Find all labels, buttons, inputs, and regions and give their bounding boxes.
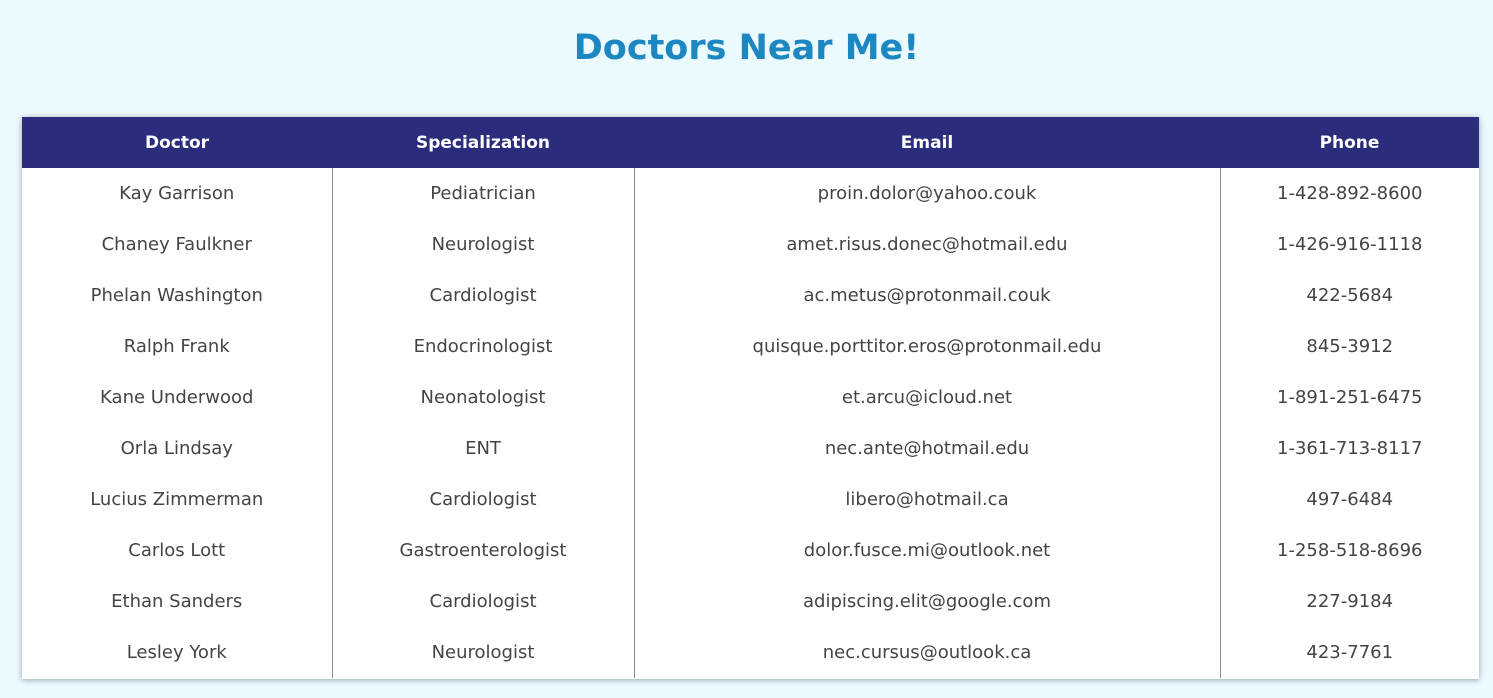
- table-header: [22, 117, 1479, 168]
- email-cell: proin.dolor@yahoo.couk: [634, 168, 1220, 219]
- table-row: [22, 525, 1479, 576]
- table-row: [22, 321, 1479, 372]
- doctor-name-cell: Lucius Zimmerman: [90, 489, 264, 510]
- table-row: [22, 576, 1479, 627]
- table-row: [22, 627, 1479, 678]
- email-cell: adipiscing.elit@google.com: [634, 576, 1220, 627]
- specialization-cell: ENT: [332, 423, 634, 474]
- specialization-cell: Gastroenterologist: [332, 525, 634, 576]
- specialization-cell: Neonatologist: [332, 372, 634, 423]
- doctor-name-cell: Kay Garrison: [119, 183, 235, 204]
- phone-cell: 422-5684: [1220, 270, 1479, 321]
- phone-cell: 1-891-251-6475: [1220, 372, 1479, 423]
- email-cell: nec.cursus@outlook.ca: [634, 627, 1220, 678]
- email-cell: amet.risus.donec@hotmail.edu: [634, 219, 1220, 270]
- phone-cell: 1-361-713-8117: [1220, 423, 1479, 474]
- doctor-name-cell: Lesley York: [126, 642, 227, 663]
- column-header-email: Email: [900, 132, 954, 153]
- email-cell: libero@hotmail.ca: [634, 474, 1220, 525]
- email-cell: ac.metus@protonmail.couk: [634, 270, 1220, 321]
- specialization-cell: Pediatrician: [332, 168, 634, 219]
- column-header-phone: Phone: [1319, 132, 1380, 153]
- phone-cell: 423-7761: [1220, 627, 1479, 678]
- page-title: Doctors Near Me!: [573, 28, 920, 68]
- doctor-name-cell: Phelan Washington: [90, 285, 263, 306]
- table-body: [22, 168, 1479, 678]
- doctor-name-cell: Chaney Faulkner: [101, 234, 252, 255]
- doctor-name-cell: Kane Underwood: [100, 387, 254, 408]
- table-row: [22, 474, 1479, 525]
- doctor-name-cell: Ethan Sanders: [111, 591, 243, 612]
- doctors-table: [22, 117, 1479, 678]
- specialization-cell: Endocrinologist: [332, 321, 634, 372]
- phone-cell: 1-428-892-8600: [1220, 168, 1479, 219]
- phone-cell: 227-9184: [1220, 576, 1479, 627]
- phone-cell: 845-3912: [1220, 321, 1479, 372]
- specialization-cell: Neurologist: [332, 219, 634, 270]
- specialization-cell: Cardiologist: [332, 474, 634, 525]
- phone-cell: 1-258-518-8696: [1220, 525, 1479, 576]
- doctors-table-container: [22, 117, 1479, 679]
- table-row: [22, 372, 1479, 423]
- table-header-row: [22, 117, 1479, 168]
- phone-cell: 1-426-916-1118: [1220, 219, 1479, 270]
- specialization-cell: Cardiologist: [332, 576, 634, 627]
- email-cell: quisque.porttitor.eros@protonmail.edu: [634, 321, 1220, 372]
- table-row: [22, 219, 1479, 270]
- column-header-doctor: Doctor: [144, 132, 210, 153]
- doctor-name-cell: Orla Lindsay: [120, 438, 233, 459]
- email-cell: et.arcu@icloud.net: [634, 372, 1220, 423]
- doctor-name-cell: Carlos Lott: [128, 540, 226, 561]
- table-row: [22, 423, 1479, 474]
- column-header-specialization: Specialization: [415, 132, 551, 153]
- specialization-cell: Neurologist: [332, 627, 634, 678]
- specialization-cell: Cardiologist: [332, 270, 634, 321]
- email-cell: nec.ante@hotmail.edu: [634, 423, 1220, 474]
- table-row: [22, 168, 1479, 219]
- email-cell: dolor.fusce.mi@outlook.net: [634, 525, 1220, 576]
- doctor-name-cell: Ralph Frank: [123, 336, 230, 357]
- phone-cell: 497-6484: [1220, 474, 1479, 525]
- table-row: [22, 270, 1479, 321]
